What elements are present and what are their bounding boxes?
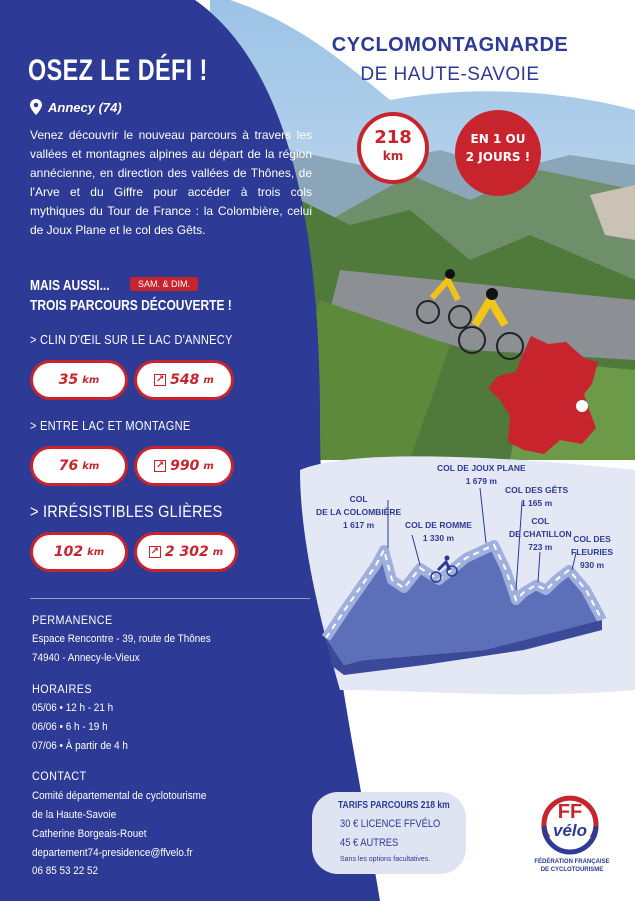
permanence-line-1: Espace Rencontre - 39, route de Thônes	[32, 633, 211, 645]
distance-badge	[357, 112, 429, 184]
elevation-arrow-icon: ↗	[150, 546, 160, 557]
route-3-elevation-unit: m	[212, 546, 224, 558]
tarifs-heading: TARIFS PARCOURS 218 km	[338, 800, 450, 811]
route-3-elevation-value: 2 302	[164, 544, 209, 560]
permanence-heading: PERMANENCE	[32, 613, 113, 627]
route-1-distance	[30, 360, 128, 400]
horaires-line-3: 07/06 • À partir de 4 h	[32, 740, 128, 752]
location-pin-icon	[30, 99, 42, 115]
route-2-distance	[30, 446, 128, 486]
col-colombiere-label	[316, 493, 401, 532]
distance-value: 218	[374, 127, 412, 148]
contact-line-1: Comité départemental de cyclotourisme	[32, 790, 207, 802]
contact-line-3: Catherine Borgeais-Rouet	[32, 828, 147, 840]
route-2-distance-value: 76	[58, 458, 79, 474]
col-fleuries-name-1: COL DES	[573, 534, 611, 544]
discovery-line-2: TROIS PARCOURS DÉCOUVERTE !	[30, 297, 232, 314]
col-romme-name: COL DE ROMME	[405, 520, 472, 530]
route-3-distance-unit: km	[87, 546, 105, 558]
col-chatillon-label	[509, 515, 572, 554]
col-joux-plane-name: COL DE JOUX PLANE	[437, 463, 526, 473]
logo-caption-1: FÉDÉRATION FRANÇAISE	[534, 859, 610, 865]
contact-phone[interactable]: 06 85 53 22 52	[32, 865, 99, 877]
route-1-distance-value: 35	[58, 372, 79, 388]
route-1-distance-unit: km	[82, 374, 100, 386]
horaires-heading: HORAIRES	[32, 682, 93, 696]
weekend-tag: SAM. & DIM.	[130, 277, 198, 291]
days-line-2: 2 JOURS !	[465, 150, 531, 164]
route-name-3: > IRRÉSISTIBLES GLIÈRES	[30, 502, 223, 521]
tarifs-note: Sans les options facultatives.	[340, 856, 431, 863]
distance-unit: km	[382, 149, 404, 163]
col-colombiere-name-1: COL	[349, 494, 368, 504]
location	[30, 99, 122, 115]
route-1-elevation	[134, 360, 234, 400]
route-1-elevation-unit: m	[203, 374, 214, 386]
route-1-elevation-value: 548	[170, 372, 200, 388]
elevation-arrow-icon: ↗	[155, 460, 165, 471]
logo-caption-2: DE CYCLOTOURISME	[540, 867, 604, 873]
logo-word: vélo	[552, 821, 588, 840]
route-2-elevation	[134, 446, 234, 486]
route-2-distance-unit: km	[82, 460, 100, 472]
event-title: CYCLOMONTAGNARDE	[331, 34, 569, 56]
route-3-elevation	[134, 532, 238, 572]
col-gets-name: COL DES GÊTS	[505, 485, 569, 495]
col-joux-plane-altitude: 1 679 m	[465, 476, 497, 486]
col-romme-altitude: 1 330 m	[422, 533, 455, 543]
horaires-line-1: 05/06 • 12 h - 21 h	[32, 702, 114, 714]
col-gets-altitude: 1 165 m	[520, 498, 553, 508]
route-name-2: > ENTRE LAC ET MONTAGNE	[30, 418, 191, 433]
col-colombiere-name-2: DE LA COLOMBIÈRE	[316, 507, 402, 517]
col-fleuries-label	[571, 533, 613, 572]
col-romme-label	[405, 519, 472, 545]
route-name-1: > CLIN D'ŒIL SUR LE LAC D'ANNECY	[30, 332, 233, 347]
elevation-arrow-icon: ↗	[155, 374, 165, 385]
logo-letters: FF	[557, 801, 583, 823]
logo-caption	[522, 858, 622, 874]
divider	[30, 598, 310, 599]
contact-line-2: de la Haute-Savoie	[32, 809, 117, 821]
days-line-1: EN 1 OU	[470, 132, 526, 146]
location-text: Annecy (74)	[48, 99, 122, 115]
tarif-autres: 45 € AUTRES	[340, 837, 399, 849]
tarif-licence: 30 € LICENCE FFVÉLO	[340, 818, 441, 830]
days-badge	[455, 110, 541, 196]
horaires-line-2: 06/06 • 6 h - 19 h	[32, 721, 108, 733]
event-subtitle: DE HAUTE-SAVOIE	[360, 64, 540, 85]
col-fleuries-altitude: 930 m	[579, 560, 605, 570]
permanence-line-2: 74940 - Annecy-le-Vieux	[32, 652, 140, 664]
contact-heading: CONTACT	[32, 769, 87, 783]
discovery-line-1: MAIS AUSSI...	[30, 277, 110, 294]
route-3-distance	[30, 532, 128, 572]
col-colombiere-altitude: 1 617 m	[342, 520, 375, 530]
ffvelo-logo	[534, 786, 606, 858]
contact-email[interactable]: departement74-presidence@ffvelo.fr	[32, 847, 193, 859]
col-chatillon-name-1: COL	[531, 516, 550, 526]
route-3-distance-value: 102	[53, 544, 84, 560]
col-fleuries-name-2: FLEURIES	[571, 547, 614, 557]
route-2-elevation-value: 990	[170, 458, 200, 474]
intro-paragraph: Venez découvrir le nouveau parcours à travers les vallées et montagnes alpines au départ de la région annécienne, en direction des vallées de Thônes, de l'Arve et du Giffre pour accéder à trois cols mythiques du Tour de France : la Colombière, celui de Joux Plane et le col des Gêts.	[30, 128, 312, 237]
col-gets-label	[505, 484, 568, 510]
main-title: OSEZ LE DÉFI !	[28, 54, 208, 87]
col-chatillon-name-2: DE CHATILLON	[509, 529, 572, 539]
col-chatillon-altitude: 723 m	[528, 542, 553, 552]
route-2-elevation-unit: m	[203, 460, 214, 472]
